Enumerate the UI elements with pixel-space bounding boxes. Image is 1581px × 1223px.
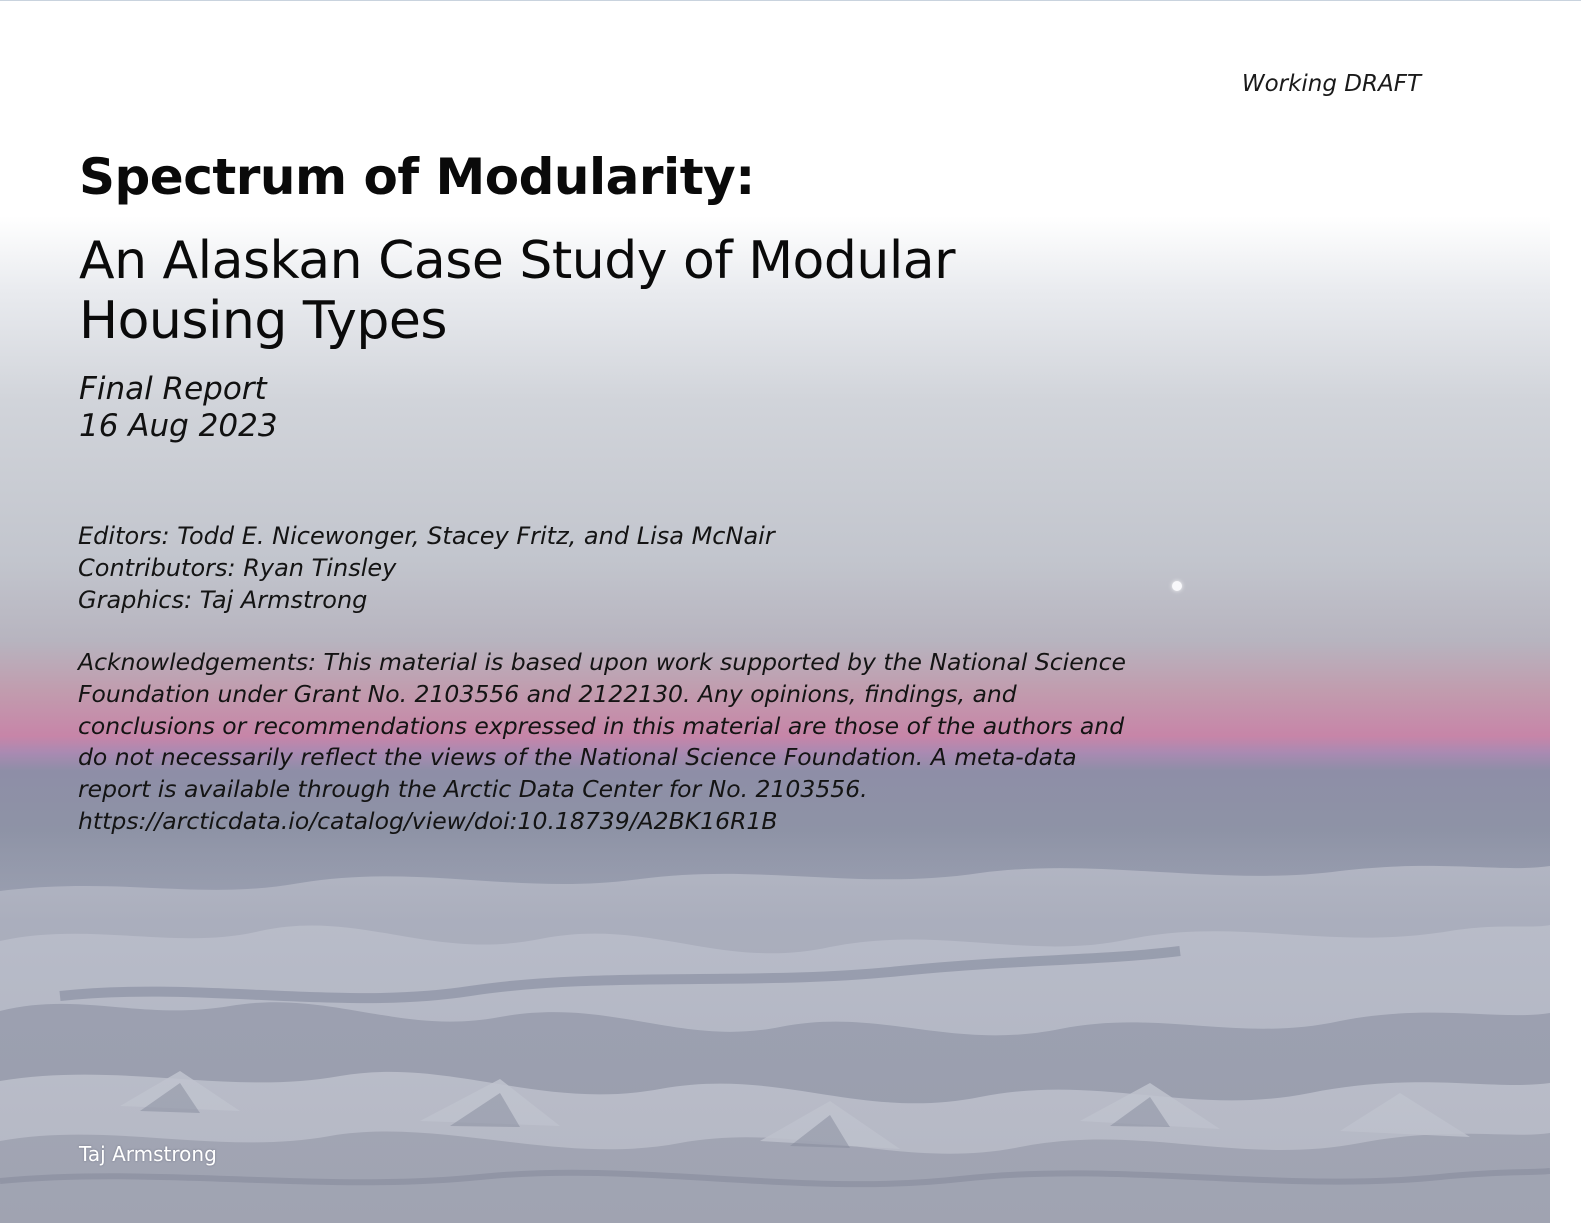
photo-credit: Taj Armstrong bbox=[79, 1142, 217, 1166]
moon-dot bbox=[1172, 581, 1182, 591]
contributors-line: Contributors: Ryan Tinsley bbox=[78, 554, 397, 582]
draft-label: Working DRAFT bbox=[1241, 71, 1421, 97]
acknowledgements-paragraph: Acknowledgements: This material is based upon work supported by the National Science Foundation under Grant No. 2103556 and 2122130. Any opinions, findings, and conclusions or recommendations expressed in this material are those of the authors and do not necessarily reflect the views of the National Science Foundation. A meta-data report is available through the Arctic Data Center for No. 2103556. https://arcticdata.io/catalog/view/doi:10.18739/A2BK16R1B bbox=[78, 648, 1126, 835]
report-type: Final Report bbox=[79, 371, 267, 407]
page-margin-strip bbox=[1550, 1, 1581, 1223]
report-title: Spectrum of Modularity: bbox=[79, 148, 755, 206]
graphics-line: Graphics: Taj Armstrong bbox=[78, 586, 368, 614]
credits-block bbox=[78, 520, 775, 616]
editors-line: Editors: Todd E. Nicewonger, Stacey Fritz, and Lisa McNair bbox=[78, 522, 775, 550]
report-subtitle: An Alaskan Case Study of Modular Housing Types bbox=[79, 231, 956, 351]
report-date: 16 Aug 2023 bbox=[79, 408, 278, 444]
snowy-mountains-image bbox=[0, 821, 1550, 1223]
